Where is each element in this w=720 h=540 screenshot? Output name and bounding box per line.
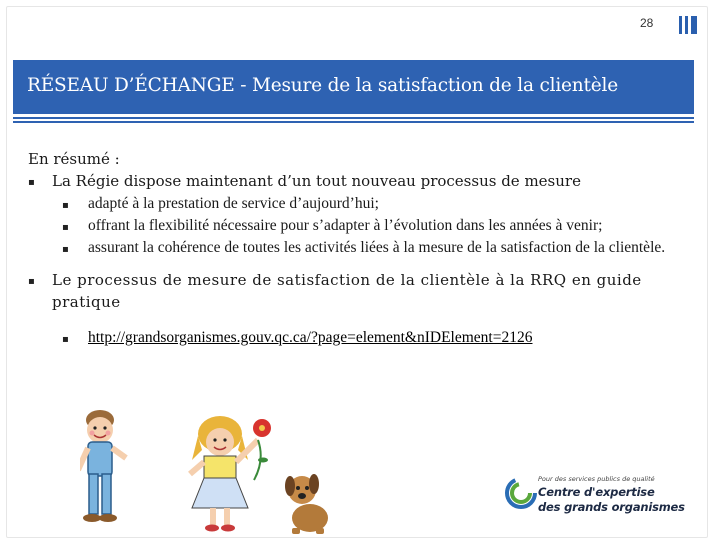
sub-bullet-item xyxy=(28,215,688,237)
bullet-item xyxy=(28,170,688,192)
square-bullet-icon: ▪ xyxy=(28,276,36,287)
title-rule xyxy=(13,117,694,119)
guide-link[interactable]: http://grandsorganismes.gouv.qc.ca/?page=element&nIDElement=2126 xyxy=(88,329,533,346)
bullet-item xyxy=(28,269,688,313)
sub-bullet-item xyxy=(28,237,688,259)
logo-tagline: Pour des services publics de qualité xyxy=(538,475,655,483)
square-bullet-icon: ▪ xyxy=(62,244,69,255)
children-with-flower-illustration xyxy=(80,400,370,536)
organization-logo xyxy=(500,470,700,520)
square-bullet-icon: ▪ xyxy=(62,200,69,211)
ring-logo-icon xyxy=(504,476,538,510)
square-bullet-icon: ▪ xyxy=(62,222,69,233)
logo-name-line1: Centre d'expertise xyxy=(538,485,655,499)
sub-bullet-text: adapté à la prestation de service d’aujourd’hui; xyxy=(88,195,379,212)
logo-name-line2: des grands organismes xyxy=(538,500,685,514)
title-bar xyxy=(13,60,694,114)
dog-figure xyxy=(285,474,328,534)
girl-figure xyxy=(190,416,258,532)
summary-label: En résumé : xyxy=(28,150,120,168)
square-bullet-icon: ▪ xyxy=(62,334,69,345)
square-bullet-icon: ▪ xyxy=(28,177,35,188)
title-rule xyxy=(13,121,694,123)
sub-bullet-text: offrant la flexibilité nécessaire pour s’adapter à l’évolution dans les années à venir; xyxy=(88,217,603,234)
slide-content xyxy=(28,148,688,349)
bullet-text: Le processus de mesure de satisfaction de la clientèle à la RRQ en guide pratique xyxy=(52,271,642,311)
page-number: 28 xyxy=(640,16,654,30)
sub-bullet-text: assurant la cohérence de toutes les activités liées à la mesure de la satisfaction de la clientèle. xyxy=(88,239,666,256)
bullet-text: La Régie dispose maintenant d’un tout nouveau processus de mesure xyxy=(52,172,581,190)
flower-icon xyxy=(253,419,271,480)
sub-bullet-item xyxy=(28,327,688,349)
corner-decoration xyxy=(679,16,703,34)
boy-figure xyxy=(80,410,126,522)
slide-title: RÉSEAU D’ÉCHANGE - Mesure de la satisfaction de la clientèle xyxy=(27,75,618,96)
sub-bullet-item xyxy=(28,193,688,215)
